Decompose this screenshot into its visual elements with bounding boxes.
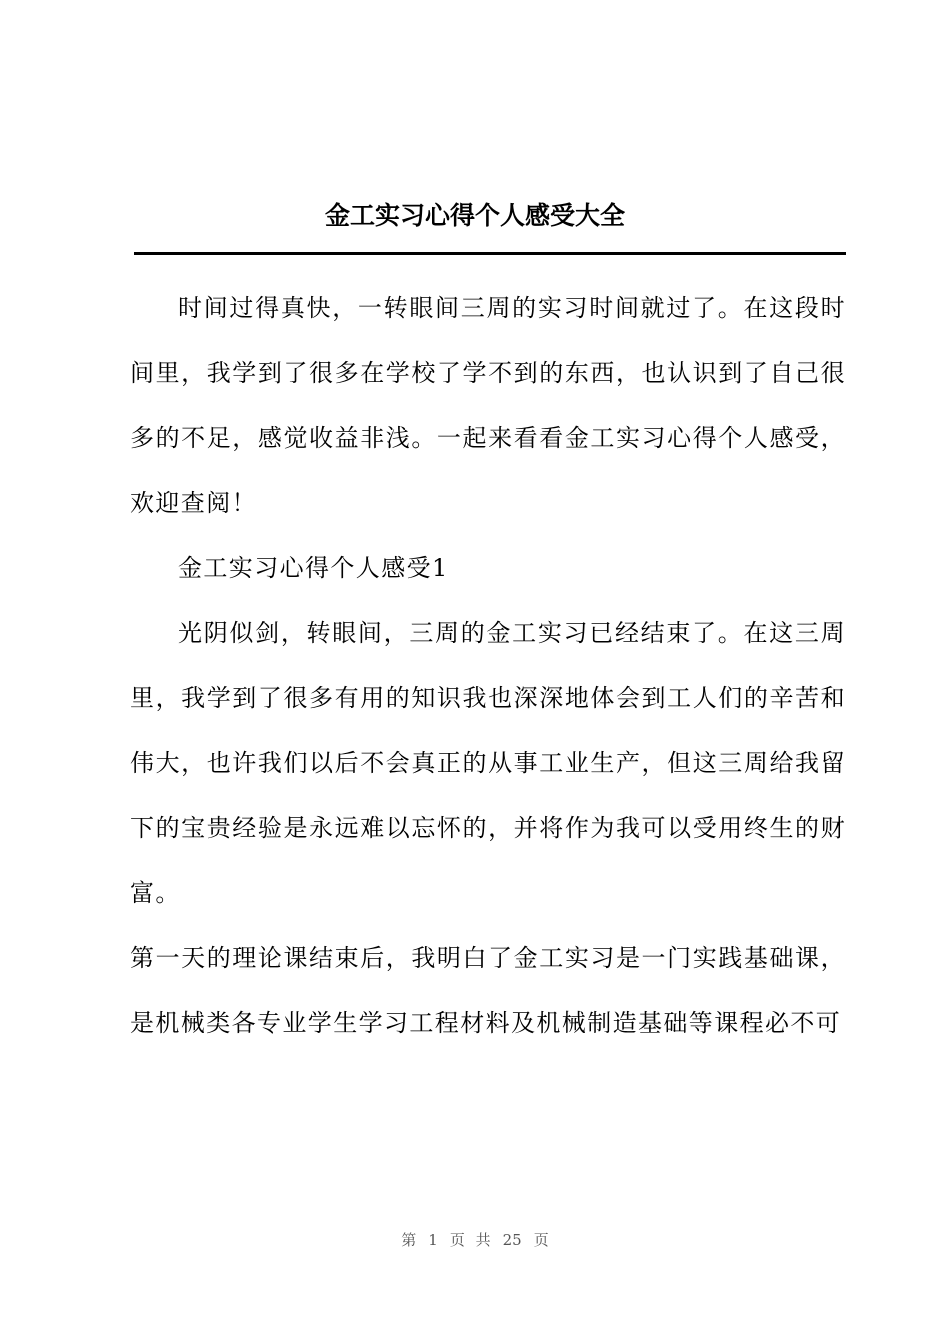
- body-paragraph: 光阴似剑，转眼间，三周的金工实习已经结束了。在这三周里，我学到了很多有用的知识我也深深地体会到工人们的辛苦和伟大，也许我们以后不会真正的从事工业生产，但这三周给我留下的宝贵经验是永远难以忘怀的，并将作为我可以受用终生的财富。: [130, 619, 846, 907]
- footer-middle: 页 共: [449, 1231, 491, 1249]
- body-paragraph: 第一天的理论课结束后，我明白了金工实习是一门实践基础课，是机械类各专业学生学习工程材料及机械制造基础等课程必不可: [130, 944, 846, 1037]
- section-heading: 金工实习心得个人感受1: [178, 554, 449, 582]
- intro-paragraph: 时间过得真快，一转眼间三周的实习时间就过了。在这段时间里，我学到了很多在学校了学不到的东西，也认识到了自己很多的不足，感觉收益非浅。一起来看看金工实习心得个人感受，欢迎查阅！: [130, 294, 846, 517]
- page-footer: [0, 1228, 950, 1252]
- footer-total-pages: 25: [502, 1231, 522, 1249]
- title-divider: [134, 252, 846, 255]
- footer-prefix: 第: [401, 1231, 417, 1249]
- document-title: 金工实习心得个人感受大全: [324, 201, 625, 230]
- document-body: [130, 276, 846, 1056]
- footer-current-page: 1: [428, 1231, 438, 1249]
- footer-suffix: 页: [533, 1231, 549, 1249]
